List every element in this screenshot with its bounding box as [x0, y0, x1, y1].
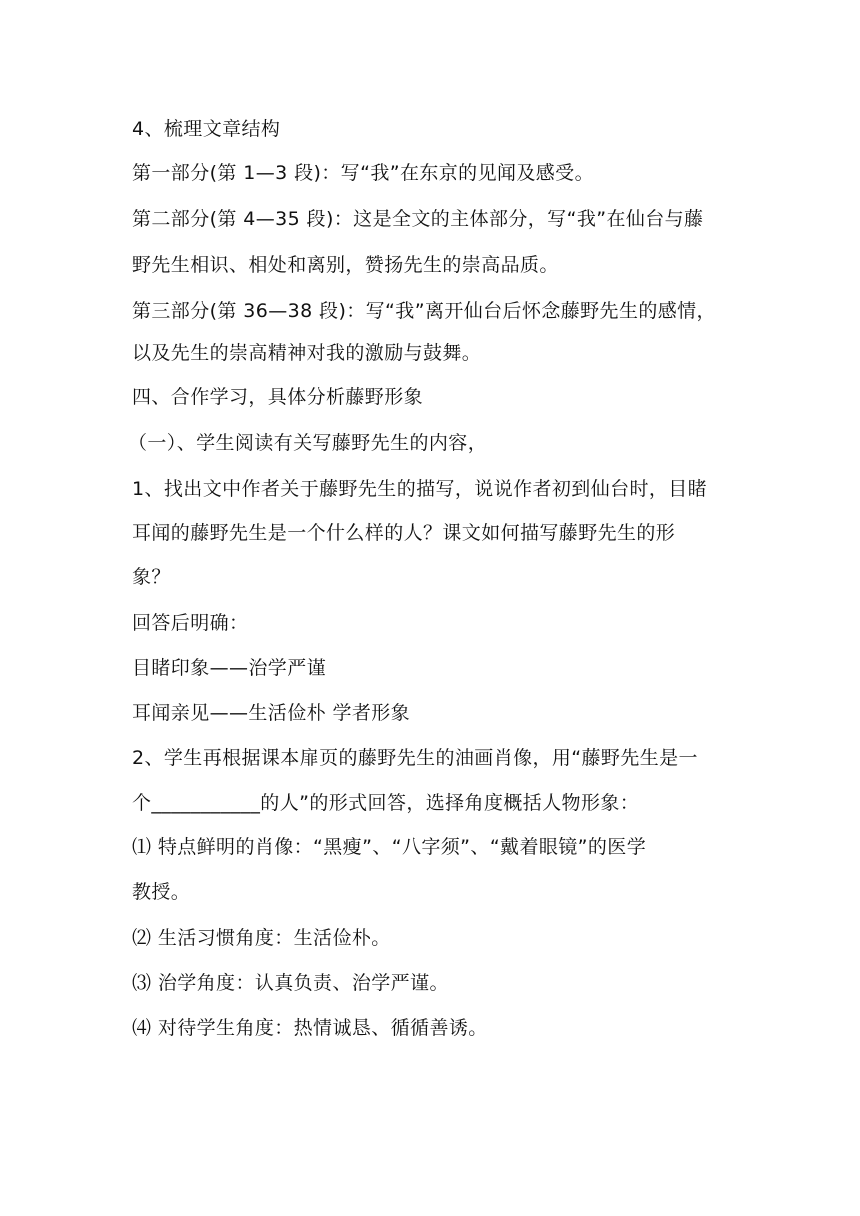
angle-item-2: ⑵ 生活习惯角度：生活俭朴。 [132, 927, 391, 949]
part-three-text-line-1: 第三部分(第 36—38 段)：写“我”离开仙台后怀念藤野先生的感情， [132, 300, 716, 322]
question-one-line-2: 耳闻的藤野先生是一个什么样的人？课文如何描写藤野先生的形 [132, 522, 676, 544]
part-two-text-line-1: 第二部分(第 4—35 段)：这是全文的主体部分，写“我”在仙台与藤 [132, 208, 704, 230]
subsection-heading-reading: （一）、学生阅读有关写藤野先生的内容， [128, 432, 488, 454]
angle-item-4: ⑷ 对待学生角度：热情诚恳、循循善诱。 [132, 1017, 488, 1039]
angle-item-3: ⑶ 治学角度：认真负责、治学严谨。 [132, 972, 449, 994]
part-one-text: 第一部分(第 1—3 段)：写“我”在东京的见闻及感受。 [132, 162, 594, 184]
answer-hearsay: 耳闻亲见——生活俭朴 学者形象 [132, 702, 411, 724]
question-two-line-2: 个___________的人”的形式回答，选择角度概括人物形象： [132, 792, 640, 814]
section-heading-cooperative-study: 四、合作学习，具体分析藤野形象 [132, 386, 424, 408]
question-one-line-3: 象？ [132, 566, 171, 588]
question-one-line-1: 1、找出文中作者关于藤野先生的描写，说说作者初到仙台时，目睹 [132, 478, 708, 500]
answer-label: 回答后明确： [132, 612, 249, 634]
angle-item-1-line-1: ⑴ 特点鲜明的肖像：“黑瘦”、“八字须”、“戴着眼镜”的医学 [132, 836, 647, 858]
part-three-text-line-2: 以及先生的崇高精神对我的激励与鼓舞。 [132, 342, 482, 364]
answer-impression: 目睹印象——治学严谨 [132, 657, 327, 679]
angle-item-1-line-2: 教授。 [132, 881, 191, 903]
part-two-text-line-2: 野先生相识、相处和离别，赞扬先生的崇高品质。 [132, 254, 559, 276]
question-two-line-1: 2、学生再根据课本扉页的藤野先生的油画肖像，用“藤野先生是一 [132, 747, 698, 769]
section-heading-structure: 4、梳理文章结构 [132, 118, 281, 140]
